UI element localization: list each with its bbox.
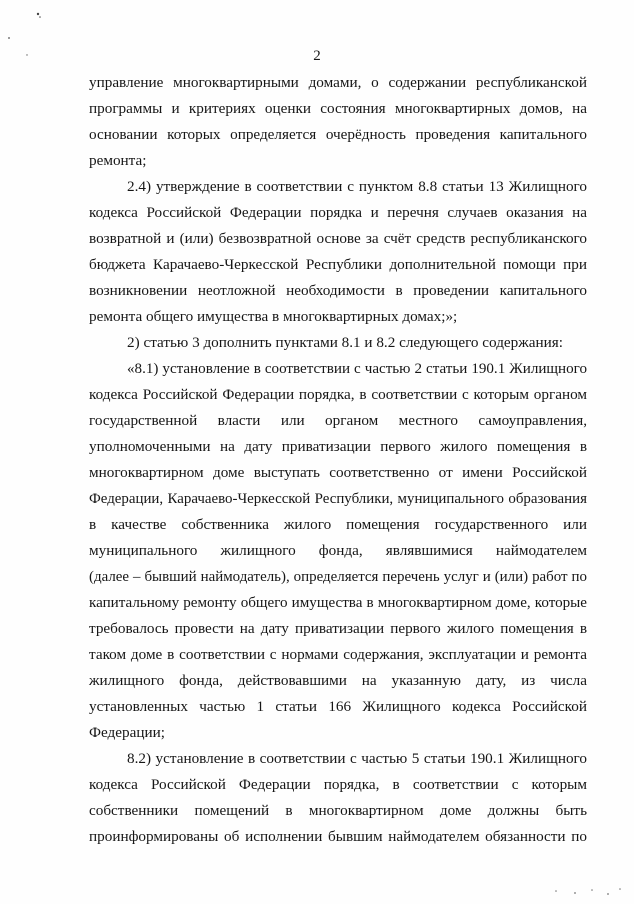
text-line: основании которых определяется очерёдность проведения капитального <box>89 126 587 143</box>
text-line: 2) статью 3 дополнить пунктами 8.1 и 8.2 следующего содержания: <box>127 334 563 351</box>
text-line: ремонта общего имущества в многоквартирных домах;»; <box>89 308 458 325</box>
text-line: уполномоченными на дату приватизации первого жилого помещения в <box>89 438 587 455</box>
text-line: 8.2) установление в соответствии с частью 5 статьи 190.1 Жилищного <box>127 750 587 767</box>
text-line: Федерации, Карачаево-Черкесской Республики, муниципального образования <box>89 491 587 507</box>
text-line: (далее – бывший наймодатель), определяется перечень услуг и (или) работ по <box>89 569 587 585</box>
text-line: установленных частью 1 статьи 166 Жилищного кодекса Российской <box>89 698 587 715</box>
text-line: возвратной и (или) безвозвратной основе за счёт средств республиканского <box>89 230 587 247</box>
text-line: кодекса Российской Федерации порядка, в соответствии с которым органом <box>89 386 587 403</box>
text-line: «8.1) установление в соответствии с частью 2 статьи 190.1 Жилищного <box>127 361 587 377</box>
text-line: Федерации; <box>89 724 165 741</box>
text-line: многоквартирном доме выступать соответственно от имени Российской <box>89 464 587 481</box>
text-line: проинформированы об исполнении бывшим наймодателем обязанности по <box>89 828 587 845</box>
text-line: капитальному ремонту общего имущества в многоквартирном доме, которые <box>89 595 587 611</box>
text-line: государственной власти или органом местного самоуправления, <box>89 412 587 429</box>
text-line: кодекса Российской Федерации порядка и перечня случаев оказания на <box>89 204 587 221</box>
text-line: муниципального жилищного фонда, являвшимися наймодателем <box>89 542 587 559</box>
text-line: возникновении неотложной необходимости в проведении капитального <box>89 282 587 299</box>
text-line: требовалось провести на дату приватизации первого жилого помещения в <box>89 620 587 637</box>
page-number: 2 <box>313 48 321 64</box>
text-line: кодекса Российской Федерации порядка, в соответствии с которым <box>89 776 587 793</box>
text-line: в качестве собственника жилого помещения государственного или <box>89 516 587 533</box>
text-line: 2.4) утверждение в соответствии с пунктом 8.8 статьи 13 Жилищного <box>127 178 587 195</box>
text-line: таком доме в соответствии с нормами содержания, эксплуатации и ремонта <box>89 646 587 663</box>
text-line: программы и критериях оценки состояния многоквартирных домов, на <box>89 100 587 117</box>
document-body <box>89 70 587 850</box>
text-line: жилищного фонда, действовавшими на указанную дату, из числа <box>89 672 587 689</box>
text-line: управление многоквартирными домами, о содержании республиканской <box>89 74 587 91</box>
text-line: бюджета Карачаево-Черкесской Республики дополнительной помощи при <box>89 256 587 273</box>
text-line: собственники помещений в многоквартирном доме должны быть <box>89 802 587 819</box>
text-line: ремонта; <box>89 152 147 169</box>
